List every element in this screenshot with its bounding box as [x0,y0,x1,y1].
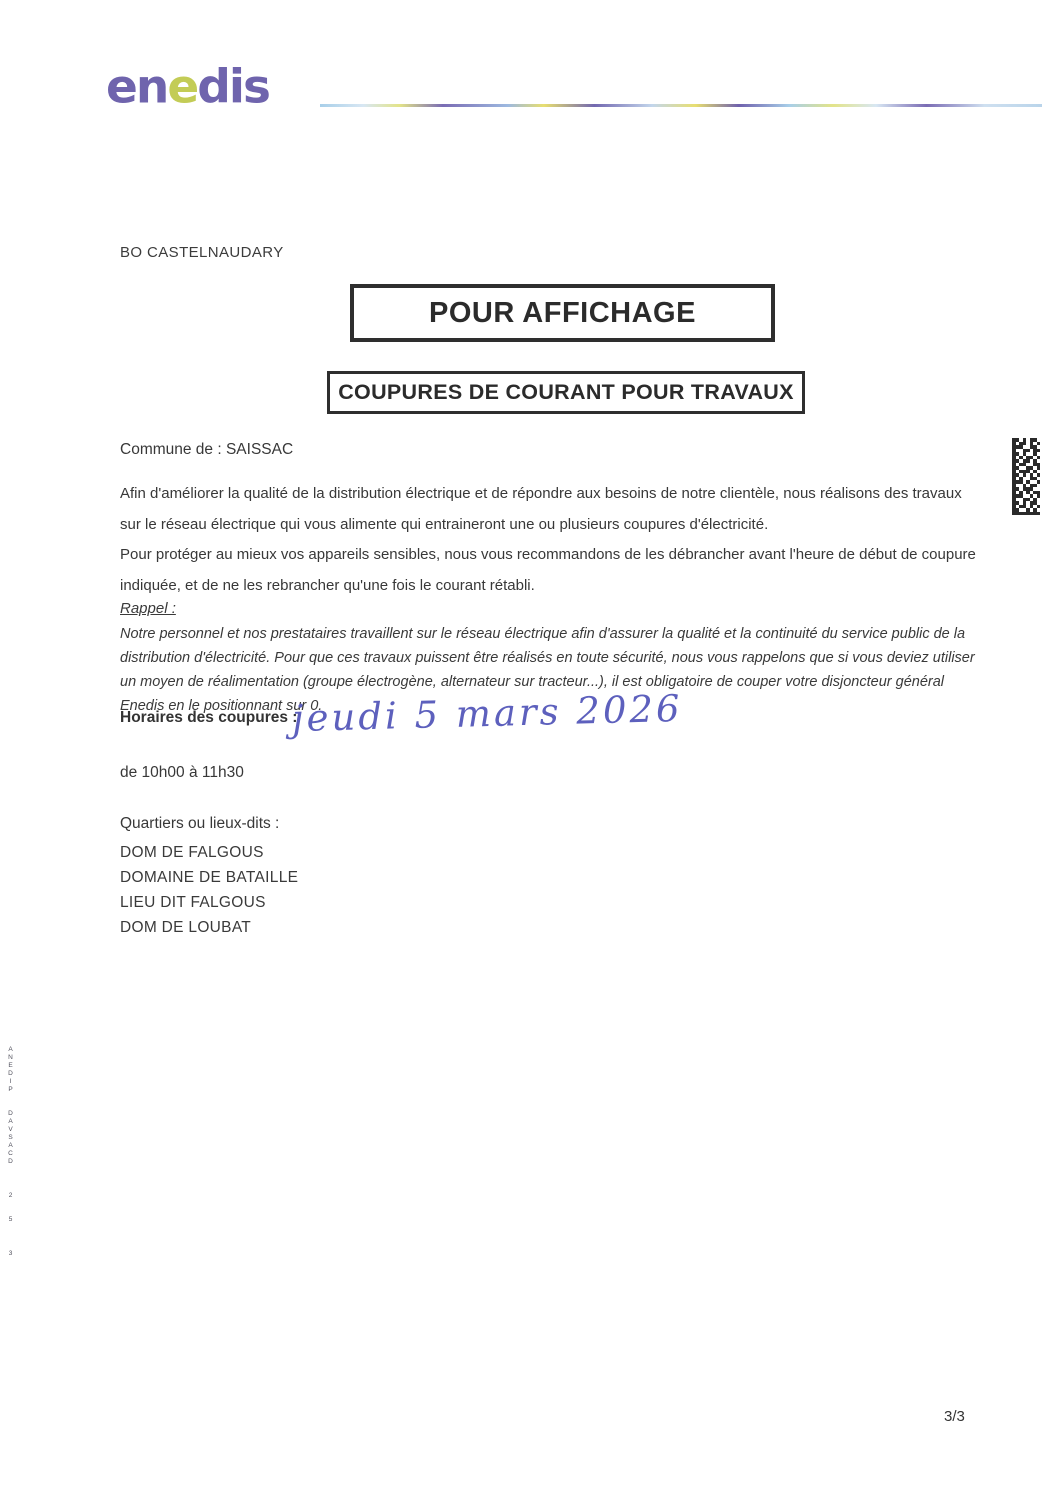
logo-text-part3: dis [197,60,269,115]
margin-text-group: ANEDIP [7,1046,14,1094]
office-name: BO CASTELNAUDARY [120,244,284,261]
commune-line: Commune de : SAISSAC [120,441,294,458]
quartiers-list [120,840,298,940]
paragraph-advice: Pour protéger au mieux vos appareils sensibles, nous vous recommandons de les débrancher avant l'heure de début de coupure indiquée, et de ne les rebrancher qu'une fois le courant rétabli. [120,546,976,594]
quartier-item: DOM DE LOUBAT [120,919,252,936]
header-gradient-line [320,104,1042,107]
datamatrix-barcode [1012,438,1040,515]
horaires-label: Horaires des coupures : [120,709,298,726]
rappel-paragraph: Notre personnel et nos prestataires travaillent sur le réseau électrique afin d'assurer la qualité et la continuité du service public de la distribution d'électricité. Pour que ces travaux puissent être réalisés en toute sécurité, nous vous rappelons que si vous deviez utiliser un moyen de réalimentation (groupe électrogène, alternateur sur tracteur...), il est obligatoire de couper votre disjoncteur général Enedis en le positionnant sur 0. [120,626,975,714]
quartier-item: DOMAINE DE BATAILLE [120,869,299,886]
coupures-banner [327,371,805,414]
margin-text-group: 5 [7,1216,14,1224]
quartier-item: DOM DE FALGOUS [120,844,264,861]
margin-vertical-text [7,1046,14,1258]
pour-affichage-text: POUR AFFICHAGE [429,296,696,329]
margin-text-group: 3 [7,1250,14,1258]
horaires-value: de 10h00 à 11h30 [120,764,244,781]
coupures-text: COUPURES DE COURANT POUR TRAVAUX [338,380,794,404]
margin-text-group: 2 [7,1192,14,1200]
enedis-logo [106,61,269,115]
quartiers-label: Quartiers ou lieux-dits : [120,815,280,832]
logo-text-part2: e [167,60,198,115]
rappel-label: Rappel : [120,600,176,617]
logo-text-part1: en [106,60,168,115]
paragraph-intro: Afin d'améliorer la qualité de la distribution électrique et de répondre aux besoins de notre clientèle, nous réalisons des travaux sur le réseau électrique qui vous alimente qui entraineront une ou plusieurs coupures d'électricité. [120,485,962,533]
margin-text-group: DAVSACD [7,1110,14,1166]
page-number: 3/3 [944,1408,965,1425]
handwritten-date: jeudi 5 mars 2026 [291,686,684,741]
quartier-item: LIEU DIT FALGOUS [120,894,266,911]
pour-affichage-banner [350,284,775,342]
